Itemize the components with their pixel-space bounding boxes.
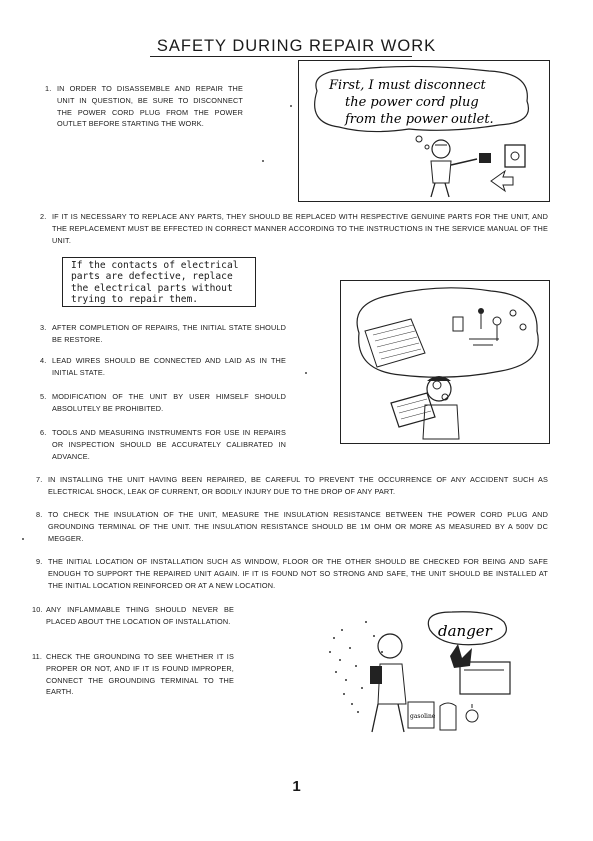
speech-line-1: First, I must disconnect — [329, 78, 486, 93]
item-2 — [40, 211, 548, 246]
item-5 — [40, 391, 286, 415]
page-title: SAFETY DURING REPAIR WORK — [156, 37, 437, 55]
item-number: 2. — [40, 212, 47, 221]
scan-speck — [262, 160, 264, 162]
item-text: MODIFICATION OF THE UNIT BY USER HIMSELF SHOULD ABSOLUTELY BE PROHIBITED. — [52, 392, 286, 413]
speech-line-2: the power cord plug — [345, 95, 479, 110]
item-number: 10. — [32, 605, 43, 614]
item-3 — [40, 322, 286, 346]
disconnect-plug-drawing — [299, 61, 549, 201]
scan-speck — [305, 372, 307, 374]
danger-drawing — [322, 608, 532, 738]
item-6 — [40, 427, 286, 462]
item-10 — [32, 604, 234, 628]
item-number: 9. — [36, 557, 43, 566]
item-number: 1. — [45, 84, 52, 93]
item-number: 5. — [40, 392, 47, 401]
item-number: 11. — [32, 652, 43, 661]
item-9 — [36, 556, 548, 591]
scan-speck — [290, 105, 292, 107]
item-4 — [40, 355, 286, 379]
item-1 — [45, 83, 243, 130]
item-text: ANY INFLAMMABLE THING SHOULD NEVER BE PLACED ABOUT THE LOCATION OF INSTALLATION. — [46, 605, 234, 626]
item-text: AFTER COMPLETION OF REPAIRS, THE INITIAL STATE SHOULD BE RESTORE. — [52, 323, 286, 344]
item-text: TO CHECK THE INSULATION OF THE UNIT, MEASURE THE INSULATION RESISTANCE BETWEEN THE POWER CORD PLUG AND GROUNDING TERMINAL OF THE UNIT. THE INSULATION RESISTANCE SHOULD BE 1M OHM OR MORE AS MEASURED BY A 500V DC MEGGER. — [48, 510, 548, 543]
item-8 — [36, 509, 548, 544]
item-number: 7. — [36, 475, 43, 484]
speech-line-3: from the power outlet. — [345, 112, 494, 127]
title-underline — [150, 56, 412, 57]
illustration-disconnect-plug — [298, 60, 550, 202]
item-text: LEAD WIRES SHOULD BE CONNECTED AND LAID AS IN THE INITIAL STATE. — [52, 356, 286, 377]
item-text: IN INSTALLING THE UNIT HAVING BEEN REPAIRED, BE CAREFUL TO PREVENT THE OCCURRENCE OF ANY ACCIDENT SUCH AS ELECTRICAL SHOCK, LEAK OF CURRENT, OR BODILY INJURY DUE TO THE DROP OF ANY PART. — [48, 475, 548, 496]
danger-sign-text: danger — [438, 622, 492, 640]
item-number: 6. — [40, 428, 47, 437]
page-number: 1 — [292, 778, 301, 795]
item-number: 3. — [40, 323, 47, 332]
item-number: 8. — [36, 510, 43, 519]
can-label: gasoline — [410, 713, 436, 720]
notice-box: If the contacts of electrical parts are defective, replace the electrical parts without trying to repair them. — [62, 257, 256, 307]
item-text: TOOLS AND MEASURING INSTRUMENTS FOR USE IN REPAIRS OR INSPECTION SHOULD BE ACCURATELY CALIBRATED IN ADVANCE. — [52, 428, 286, 461]
item-text: THE INITIAL LOCATION OF INSTALLATION SUCH AS WINDOW, FLOOR OR THE OTHER SHOULD BE CHECKED FOR BEING AND SAFE ENOUGH TO SUPPORT THE REPAIRED UNIT AGAIN. IF IT IS FOUND NOT SO STRONG AND SAFE, THE UNIT SHOULD BE INSTALLED AT THE INITIAL LOCATION REINFORCED OR AT A NEW LOCATION. — [48, 557, 548, 590]
replace-parts-drawing — [341, 281, 549, 443]
item-text: IF IT IS NECESSARY TO REPLACE ANY PARTS, THEY SHOULD BE REPLACED WITH RESPECTIVE GENUINE PARTS FOR THE UNIT, AND THE REPLACEMENT MUST BE EFFECTED IN CORRECT MANNER ACCORDING TO THE INSTRUCTIONS IN THE SERVICE MANUAL OF THE UNIT. — [52, 212, 548, 245]
item-7 — [36, 474, 548, 498]
item-text: CHECK THE GROUNDING TO SEE WHETHER IT IS PROPER OR NOT, AND IF IT IS FOUND IMPROPER, CONNECT THE GROUNDING TERMINAL TO THE EARTH. — [46, 652, 234, 697]
item-text: IN ORDER TO DISASSEMBLE AND REPAIR THE UNIT IN QUESTION, BE SURE TO DISCONNECT THE POWER CORD PLUG FROM THE POWER OUTLET BEFORE STARTING THE WORK. — [57, 84, 243, 129]
illustration-replace-parts — [340, 280, 550, 444]
scan-speck — [22, 538, 24, 540]
illustration-danger — [322, 608, 532, 738]
item-number: 4. — [40, 356, 47, 365]
item-11 — [32, 651, 234, 698]
